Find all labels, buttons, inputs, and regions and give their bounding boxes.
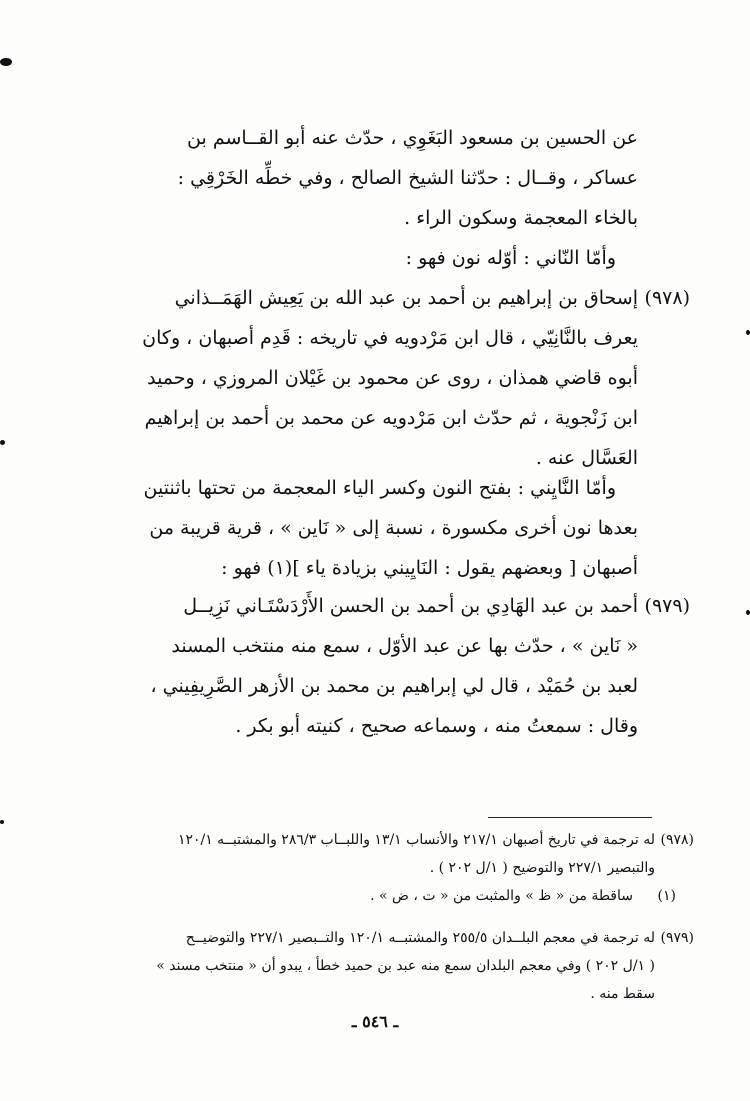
text-line: أبوه قاضي همذان ، روى عن محمود بن غَيْلان المروزي ، وحميد [147, 367, 638, 389]
nisba-paragraph [90, 468, 638, 588]
scan-mark-right-2 [746, 610, 750, 615]
text-line: وأمّا النّاني : أوّله نون فهو : [405, 247, 616, 269]
scan-mark-bottom-left [0, 820, 4, 824]
scan-mark-mid-left [0, 440, 5, 445]
scan-mark-right-1 [746, 330, 750, 335]
footnote-line: والتبصير ٢٢٧/١ والتوضيح ( ١/ل ٢٠٢ ) . [429, 860, 655, 876]
entry-number-978: (٩٧٨) [644, 287, 690, 309]
text-line: بالخاء المعجمة وسكون الراء . [404, 207, 638, 229]
text-line: يعرف بالنَّانِيّي ، قال ابن مَرْدويه في تاريخه : قَدِم أصبهان ، وكان [142, 327, 638, 349]
footnote-number-979: (٩٧٩) [660, 930, 694, 946]
text-line: أحمد بن عبد الهَادِي بن أحمد بن الحسن الأَرْدَسْتَـاني نَزِيــل [183, 595, 638, 617]
footnote-number-978: (٩٧٨) [660, 832, 694, 848]
text-line: ابن زَنْجوية ، ثم حدّث ابن مَرْدويه عن محمد بن أحمد بن إبراهيم [144, 407, 638, 429]
footnote-number-1: (١) [657, 888, 676, 904]
text-line: أصبهان [ وبعضهم يقول : النَايِيني بزيادة ياء ](١) فهو : [221, 557, 638, 579]
footnote-1 [70, 882, 655, 910]
text-line: لعبد بن حُمَيْد ، قال لي إبراهيم بن محمد بن الأزهر الصَّرِيفِيني ، [150, 675, 638, 697]
footnote-line: سقط منه . [590, 986, 655, 1002]
text-line: « نَاين » ، حدّث بها عن عبد الأوّل ، سمع منه منتخب المسند [171, 635, 638, 657]
page-number: ـ ٥٤٦ ـ [351, 1012, 399, 1031]
text-line: العَسَّال عنه . [535, 447, 638, 469]
entry-979 [90, 586, 638, 746]
footnote-line: له ترجمة في معجم البلــدان ٢٥٥/٥ والمشتبــه ١٢٠/١ والتــبصير ٢٢٧/١ والتوضيــح [185, 930, 655, 946]
text-line: عساكر ، وقــال : حدّثنا الشيخ الصالح ، وفي خطِّه الخَرْقِي : [177, 167, 638, 189]
footnote-line: ( ١/ل ٢٠٢ ) وفي معجم البلدان سمع منه عبد بن حميد خطأ ، يبدو أن « منتخب مسند » [156, 958, 655, 974]
entry-978 [90, 278, 638, 478]
text-line: إسحاق بن إبراهيم بن أحمد بن عبد الله بن يَعِيش الهَمَــذاني [174, 287, 638, 309]
scan-mark-top-left [0, 58, 12, 66]
footnote-separator [488, 817, 652, 818]
footnote-line: ساقطة من « ظ » والمثبت من « ت ، ض » . [370, 888, 633, 904]
entry-number-979: (٩٧٩) [644, 595, 690, 617]
text-line: وأمّا النَّايِني : بفتح النون وكسر الياء المعجمة من تحتها باثنتين [143, 477, 616, 499]
intro-paragraph [90, 118, 638, 278]
footnote-978 [70, 826, 655, 882]
text-line: وقال : سمعتُ منه ، وسماعه صحيح ، كنيته أبو بكر . [235, 715, 638, 737]
text-line: بعدها نون أخرى مكسورة ، نسبة إلى « نَاين » ، قرية قريبة من [149, 517, 638, 539]
text-line: عن الحسين بن مسعود البَغَوِي ، حدّث عنه أبو القــاسم بن [187, 127, 638, 149]
footnote-line: له ترجمة في تاريخ أصبهان ٢١٧/١ والأنساب ١٣/١ واللبــاب ٢٨٦/٣ والمشتبــه ١٢٠/١ [177, 832, 655, 848]
footnote-979 [70, 924, 655, 1008]
